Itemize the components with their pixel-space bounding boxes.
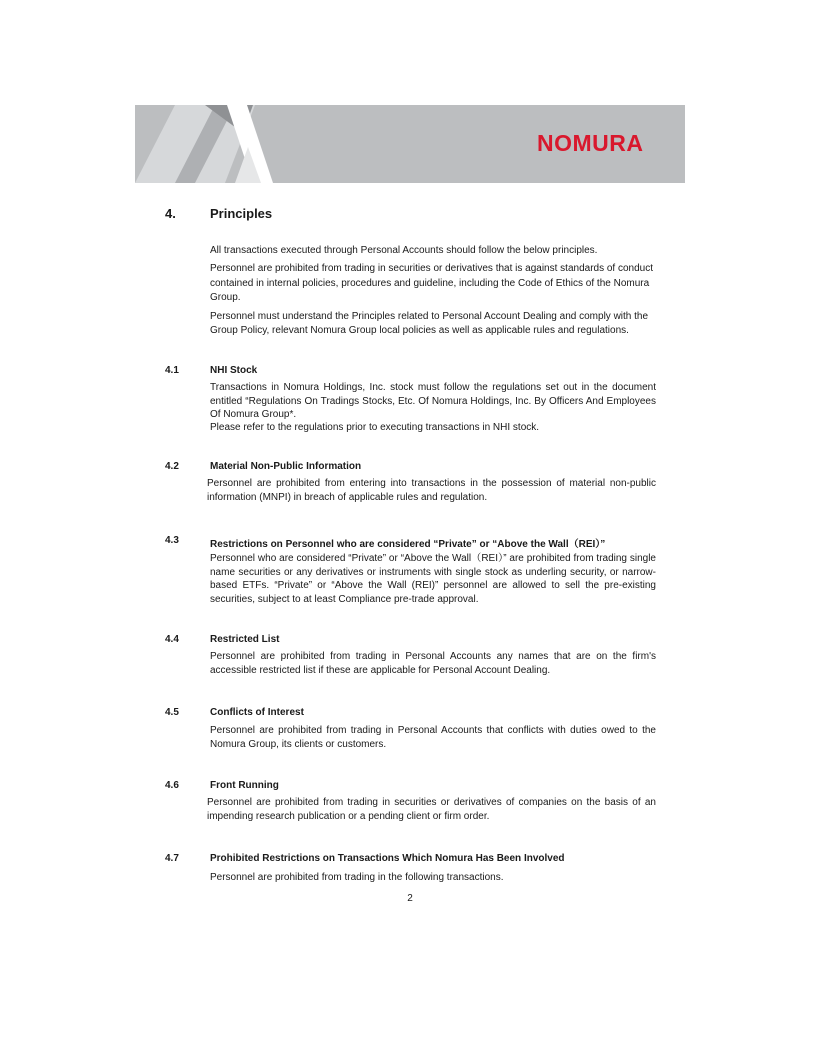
subsection-body-note: Please refer to the regulations prior to executing transactions in NHI stock. bbox=[210, 422, 540, 433]
intro-paragraph-3: Personnel must understand the Principles related to Personal Account Dealing and comply with the Group Policy, relevant Nomura Group local policies as well as applicable rules and regulations. bbox=[210, 311, 649, 336]
subsection-title: Restricted List bbox=[210, 634, 280, 645]
subsection-body: Personnel are prohibited from trading in the following transactions. bbox=[210, 872, 504, 883]
intro-paragraph-1: All transactions executed through Personal Accounts should follow the below principles. bbox=[210, 245, 598, 256]
subsection-body: Personnel are prohibited from trading in Personal Accounts any names that are on the firm's accessible restricted list if these are applicable for Personal Account Dealing. bbox=[210, 651, 656, 676]
subsection-number: 4.5 bbox=[165, 707, 179, 718]
subsection-number: 4.7 bbox=[165, 853, 179, 864]
subsection-number: 4.6 bbox=[165, 780, 179, 791]
intro-paragraph-2: Personnel are prohibited from trading in securities or derivatives that is against standards of conduct contained in internal policies, procedures and guideline, including the Code of Ethics of the Nomura Group. bbox=[210, 263, 654, 304]
subsection-title: Prohibited Restrictions on Transactions Which Nomura Has Been Involved bbox=[210, 853, 565, 864]
subsection-title: Front Running bbox=[210, 780, 279, 791]
subsection-title: Conflicts of Interest bbox=[210, 707, 304, 718]
subsection-number: 4.1 bbox=[165, 365, 179, 376]
section-number: 4. bbox=[165, 206, 176, 221]
subsection-body: Personnel who are considered “Private” or “Above the Wall（REI）” are prohibited from trading single name securities or any derivatives or instruments with single stock as underling security, or narrow-based ETFs. “Private” or “Above the Wall (REI)” personnel are allowed to sell the pre-existing securities, subject to at least Compliance pre-trade approval. bbox=[210, 553, 656, 605]
subsection-body: Personnel are prohibited from trading in Personal Accounts that conflicts with duties owed to the Nomura Group, its clients or customers. bbox=[210, 725, 656, 750]
subsection-title: NHI Stock bbox=[210, 365, 258, 376]
nomura-logo: NOMURA bbox=[537, 130, 644, 156]
subsection-body: Personnel are prohibited from trading in securities or derivatives of companies on the basis of an impending research publication or a pending client or firm order. bbox=[207, 797, 656, 822]
subsection-title: Material Non-Public Information bbox=[210, 461, 362, 472]
page-number: 2 bbox=[407, 893, 413, 904]
subsection-title: Restrictions on Personnel who are considered “Private” or “Above the Wall（REI）” bbox=[210, 539, 606, 550]
subsection-body: Personnel are prohibited from entering into transactions in the possession of material non-public information (MNPI) in breach of applicable rules and regulation. bbox=[207, 478, 656, 503]
subsection-number: 4.3 bbox=[165, 535, 179, 546]
section-title: Principles bbox=[210, 206, 273, 221]
subsection-body: Transactions in Nomura Holdings, Inc. stock must follow the regulations set out in the document entitled “Regulations On Tradings Stocks, Etc. Of Nomura Holdings, Inc. By Officers And Employees Of Nomura Group*. bbox=[210, 382, 656, 420]
subsection-number: 4.4 bbox=[165, 634, 179, 645]
subsection-number: 4.2 bbox=[165, 461, 179, 472]
